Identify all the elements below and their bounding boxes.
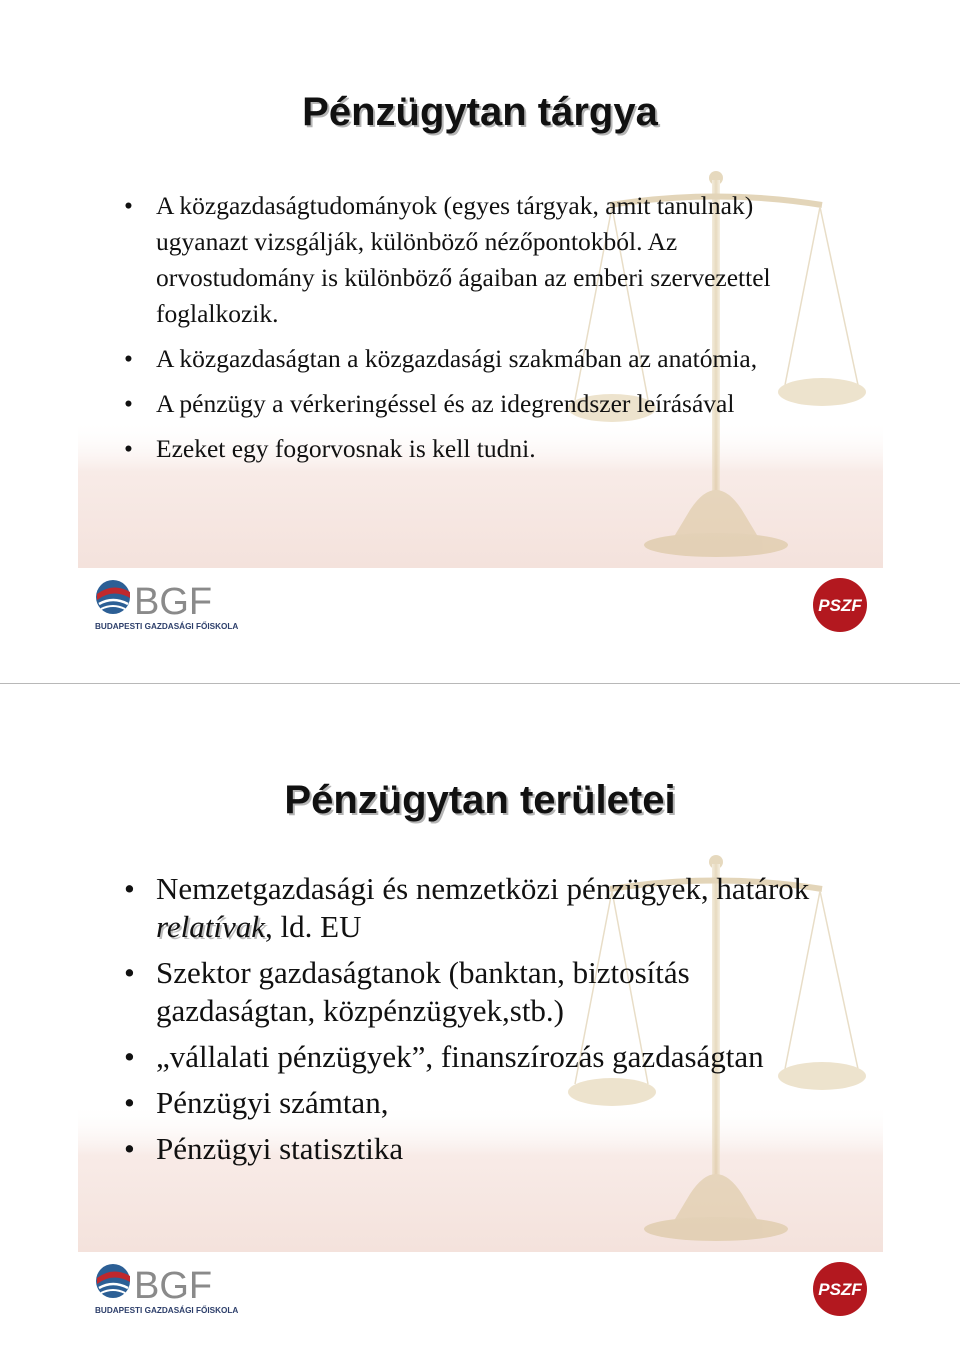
bgf-logo-icon bbox=[94, 578, 244, 632]
pszf-logo-icon bbox=[812, 577, 868, 633]
list-item: • A pénzügy a vérkeringéssel és az idegrendszer leírásával bbox=[124, 386, 804, 422]
list-item: • A közgazdaságtan a közgazdasági szakmában az anatómia, bbox=[124, 341, 804, 377]
list-item: • Pénzügyi számtan, bbox=[124, 1084, 824, 1122]
bgf-logo-letters: BGF bbox=[134, 1265, 213, 1307]
slide-1 bbox=[0, 0, 960, 683]
bullet-list bbox=[124, 870, 824, 1176]
bgf-logo-icon bbox=[94, 1262, 244, 1316]
bgf-logo-caption: BUDAPESTI GAZDASÁGI FŐISKOLA bbox=[95, 1306, 239, 1315]
list-item: • Szektor gazdaságtanok (banktan, biztosítás gazdaságtan, közpénzügyek,stb.) bbox=[124, 954, 824, 1030]
list-item: • Ezeket egy fogorvosnak is kell tudni. bbox=[124, 431, 804, 467]
bgf-logo-letters: BGF bbox=[134, 581, 213, 623]
list-item: • A közgazdaságtudományok (egyes tárgyak, amit tanulnak) ugyanazt vizsgálják, különböző nézőpontokból. Az orvostudomány is különböző ágaiban az emberi szervezettel foglalkozik. bbox=[124, 188, 804, 332]
pszf-logo-text: PSZF bbox=[818, 596, 862, 615]
bullet-list bbox=[124, 188, 804, 476]
list-item: • „vállalati pénzügyek”, finanszírozás gazdaságtan bbox=[124, 1038, 824, 1076]
list-item-text: Nemzetgazdasági és nemzetközi pénzügyek, határok bbox=[156, 871, 810, 906]
list-item-text: , ld. EU bbox=[265, 909, 362, 944]
bgf-logo-caption: BUDAPESTI GAZDASÁGI FŐISKOLA bbox=[95, 622, 239, 631]
pszf-logo-icon bbox=[812, 1261, 868, 1317]
emphasized-term: relatívak bbox=[156, 909, 266, 944]
pszf-logo-text: PSZF bbox=[818, 1280, 862, 1299]
list-item: • Pénzügyi statisztika bbox=[124, 1130, 824, 1168]
list-item bbox=[124, 870, 824, 946]
slide-title: Pénzügytan tárgya bbox=[302, 90, 658, 134]
slide-2 bbox=[0, 684, 960, 1367]
slide-title: Pénzügytan területei bbox=[284, 778, 676, 822]
